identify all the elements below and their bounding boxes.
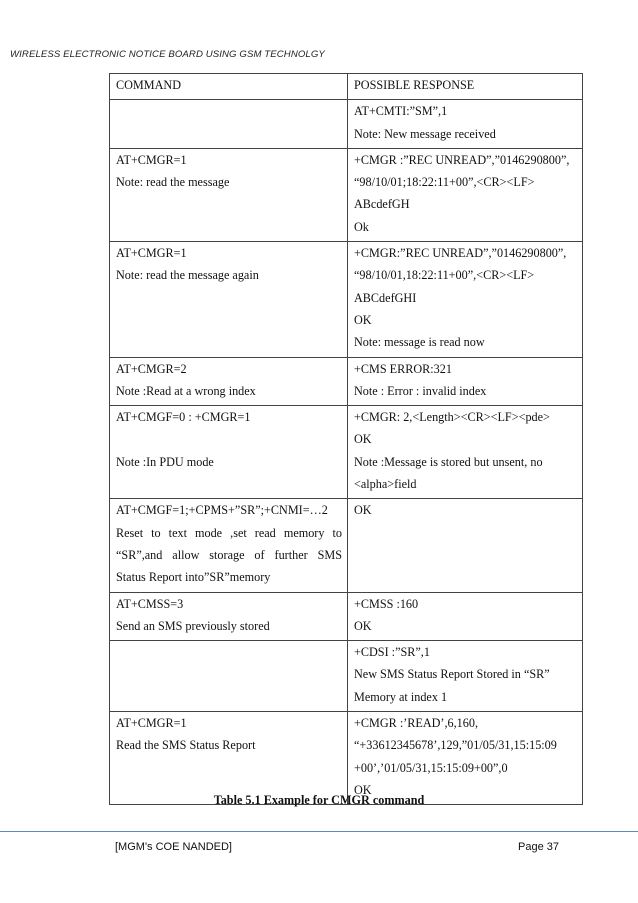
command-line — [116, 666, 342, 688]
command-line: Read the SMS Status Report — [116, 738, 256, 753]
command-line — [116, 760, 342, 782]
response-line: +CDSI :”SR”,1 — [354, 645, 430, 660]
response-line: Note :Message is stored but unsent, no — [354, 454, 543, 469]
response-line: “+33612345678’,129,”01/05/31,15:15:09 — [354, 738, 557, 753]
response-line — [354, 525, 577, 547]
command-line: Note: read the message again — [116, 268, 259, 283]
command-cell — [110, 242, 348, 357]
command-cell — [110, 406, 348, 499]
command-cell — [110, 499, 348, 592]
table-row — [110, 242, 583, 357]
command-line: Send an SMS previously stored — [116, 618, 270, 633]
command-line: AT+CMSS=3 — [116, 596, 184, 611]
response-line: New SMS Status Report Stored in “SR” — [354, 667, 550, 682]
command-cell — [110, 712, 348, 805]
response-line: OK — [354, 618, 372, 633]
command-line: AT+CMGR=2 — [116, 361, 187, 376]
response-cell — [348, 712, 583, 805]
response-line: AT+CMTI:”SM”,1 — [354, 104, 448, 119]
response-line — [354, 547, 577, 569]
table-row — [110, 592, 583, 641]
response-line: OK — [354, 312, 372, 327]
column-header-command: COMMAND — [110, 74, 348, 100]
table-row — [110, 100, 583, 149]
response-line — [354, 569, 577, 591]
command-line — [116, 334, 342, 356]
response-cell — [348, 357, 583, 406]
table-row — [110, 148, 583, 241]
response-line: Note: message is read now — [354, 335, 485, 350]
response-line: Note : Error : invalid index — [354, 383, 487, 398]
column-header-response: POSSIBLE RESPONSE — [348, 74, 583, 100]
response-line: +CMGR :’READ’,6,160, — [354, 716, 479, 731]
command-line: Note: read the message — [116, 175, 230, 190]
response-line: +00’,’01/05/31,15:15:09+00”,0 — [354, 760, 508, 775]
response-line: OK — [354, 782, 372, 797]
response-cell — [348, 406, 583, 499]
command-line: AT+CMGR=1 — [116, 246, 187, 261]
command-line — [116, 219, 342, 241]
response-line: “98/10/01;18:22:11+00”,<CR><LF> — [354, 175, 535, 190]
response-cell — [348, 100, 583, 149]
response-cell — [348, 592, 583, 641]
command-line — [116, 126, 342, 148]
command-line — [116, 103, 342, 125]
table-caption: Table 5.1 Example for CMGR command — [213, 793, 425, 807]
command-cell — [110, 357, 348, 406]
running-header: WIRELESS ELECTRONIC NOTICE BOARD USING GSM TECHNOLGY — [10, 49, 325, 60]
table-header-row — [110, 74, 583, 100]
command-line: AT+CMGR=1 — [116, 152, 187, 167]
page-number: Page 37 — [518, 841, 559, 853]
response-line: +CMGR:”REC UNREAD”,”0146290800”, — [354, 246, 567, 261]
response-line: +CMSS :160 — [354, 596, 419, 611]
command-line — [116, 196, 342, 218]
response-cell — [348, 641, 583, 712]
command-line — [116, 312, 342, 334]
table-body — [110, 100, 583, 805]
command-line: “SR”,and allow storage of further SMS — [116, 547, 342, 562]
response-line: Memory at index 1 — [354, 689, 448, 704]
response-cell — [348, 148, 583, 241]
table-row — [110, 406, 583, 499]
response-line: +CMGR :”REC UNREAD”,”0146290800”, — [354, 152, 570, 167]
command-cell — [110, 148, 348, 241]
command-line: AT+CMGF=1;+CPMS+”SR”;+CNMI=…2 — [116, 503, 328, 518]
response-line: ABcdefGH — [354, 197, 410, 212]
response-line: OK — [354, 432, 372, 447]
table-row — [110, 641, 583, 712]
footer-divider — [0, 831, 638, 832]
command-line — [116, 290, 342, 312]
command-line — [116, 689, 342, 711]
command-line: Status Report into”SR”memory — [116, 570, 271, 585]
response-line: +CMGR: 2,<Length><CR><LF><pde> — [354, 410, 550, 425]
command-cell — [110, 641, 348, 712]
command-cell — [110, 592, 348, 641]
table-row — [110, 357, 583, 406]
table-row — [110, 499, 583, 592]
response-cell — [348, 499, 583, 592]
command-line — [116, 644, 342, 666]
command-line: Reset to text mode ,set read memory to — [116, 525, 342, 540]
response-line: “98/10/01,18:22:11+00”,<CR><LF> — [354, 268, 535, 283]
command-line — [116, 431, 342, 453]
command-line: AT+CMGF=0 : +CMGR=1 — [116, 410, 251, 425]
command-line: Note :In PDU mode — [116, 454, 214, 469]
response-line: +CMS ERROR:321 — [354, 361, 452, 376]
response-line: <alpha>field — [354, 477, 417, 492]
command-cell — [110, 100, 348, 149]
response-line: Note: New message received — [354, 126, 496, 141]
footer-institution: [MGM's COE NANDED] — [115, 841, 232, 853]
command-line: AT+CMGR=1 — [116, 716, 187, 731]
response-line: OK — [354, 503, 372, 518]
response-cell — [348, 242, 583, 357]
response-line: ABCdefGHI — [354, 290, 417, 305]
cmgr-command-table — [109, 73, 583, 805]
table-row — [110, 712, 583, 805]
command-line: Note :Read at a wrong index — [116, 383, 256, 398]
command-line — [116, 476, 342, 498]
response-line: Ok — [354, 219, 369, 234]
